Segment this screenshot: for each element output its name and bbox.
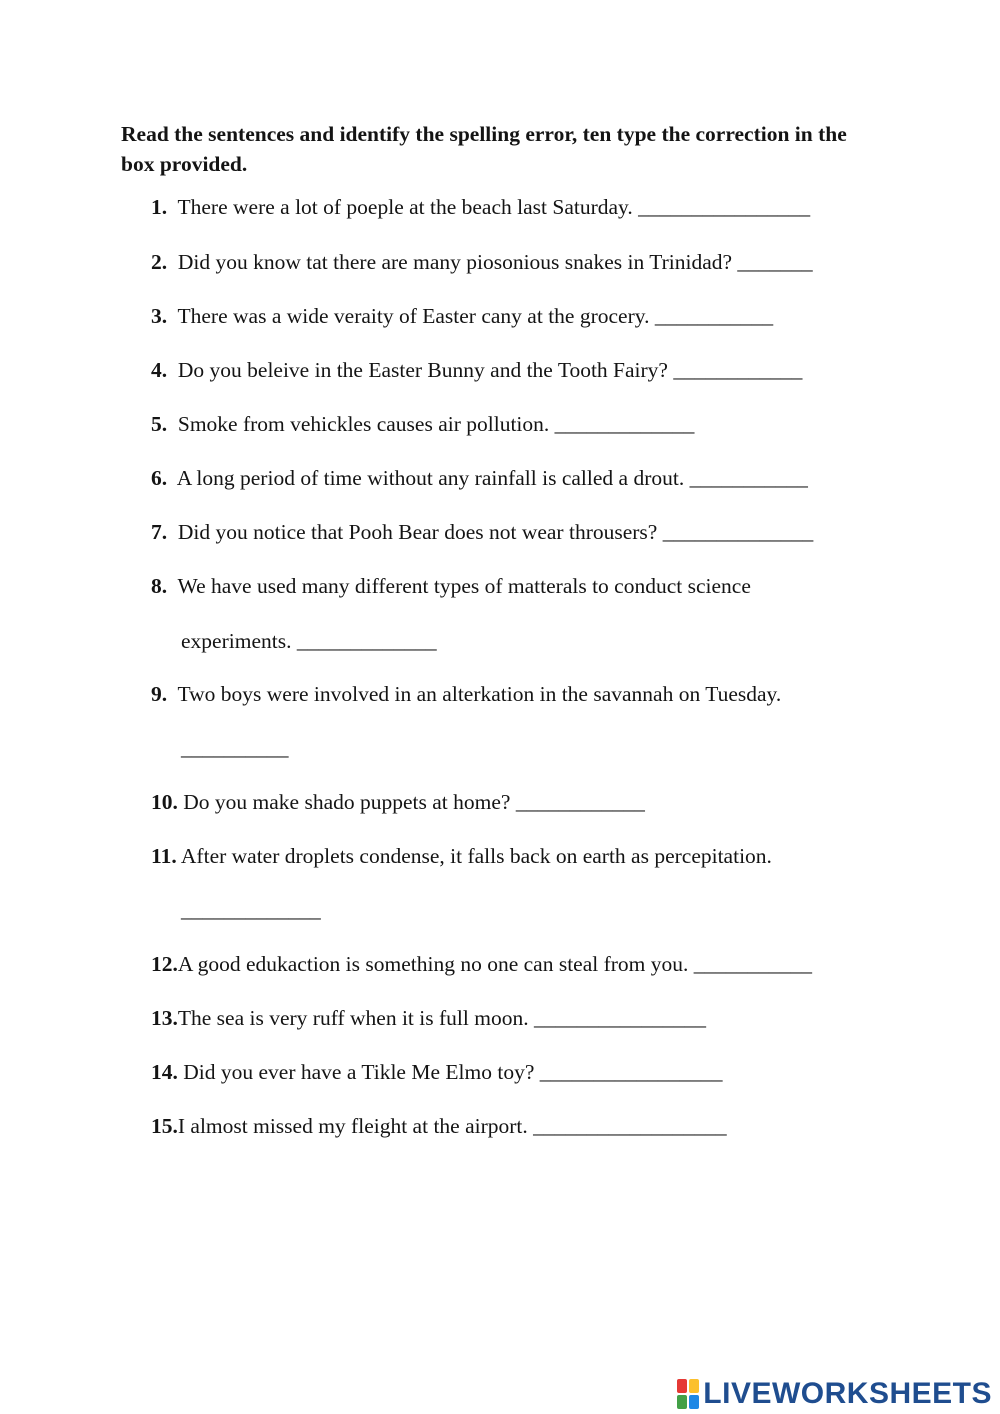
question-number: 2. <box>151 250 168 274</box>
logo-square-blue <box>689 1395 699 1409</box>
question-text: Did you ever have a Tikle Me Elmo toy? <box>183 1060 535 1084</box>
question-number: 15. <box>151 1114 178 1138</box>
question-number: 6. <box>151 466 168 490</box>
question-number: 14. <box>151 1060 178 1084</box>
question-11 <box>151 842 772 870</box>
question-text: Do you beleive in the Easter Bunny and the Tooth Fairy? <box>177 358 668 382</box>
question-text: Did you know tat there are many piosonious snakes in Trinidad? <box>177 250 733 274</box>
question-3 <box>151 302 773 330</box>
answer-blank[interactable]: _____________ <box>296 629 437 653</box>
question-13 <box>151 1004 706 1032</box>
question-number: 4. <box>151 358 168 382</box>
question-text: We have used many different types of matterals to conduct science <box>177 574 751 598</box>
logo-square-red <box>677 1379 687 1393</box>
answer-blank[interactable]: ____________ <box>515 790 645 814</box>
question-number: 5. <box>151 412 168 436</box>
question-number: 11. <box>151 844 177 868</box>
answer-blank[interactable]: _________________ <box>539 1060 723 1084</box>
answer-blank[interactable]: ________________ <box>533 1006 706 1030</box>
question-12 <box>151 950 812 978</box>
answer-blank[interactable]: __________ <box>181 736 289 760</box>
question-text: Smoke from vehickles causes air pollution. <box>177 412 550 436</box>
question-number: 7. <box>151 520 168 544</box>
logo-text: LIVEWORKSHEETS <box>703 1377 992 1410</box>
question-text: A good edukaction is something no one can steal from you. <box>177 952 689 976</box>
question-number: 3. <box>151 304 168 328</box>
question-14 <box>151 1058 722 1086</box>
answer-blank[interactable]: ___________ <box>654 304 774 328</box>
question-text: There were a lot of poeple at the beach last Saturday. <box>177 195 633 219</box>
question-text: Do you make shado puppets at home? <box>183 790 511 814</box>
question-text: experiments. <box>181 629 292 653</box>
question-9 <box>151 680 781 708</box>
liveworksheets-logo <box>677 1374 992 1414</box>
answer-blank[interactable]: ______________ <box>662 520 814 544</box>
answer-blank[interactable]: ________________ <box>638 195 811 219</box>
question-7 <box>151 518 813 546</box>
logo-icon <box>677 1379 699 1409</box>
answer-blank[interactable]: ___________ <box>689 466 808 490</box>
question-number: 12. <box>151 952 178 976</box>
question-8 <box>151 572 751 600</box>
answer-blank[interactable]: ____________ <box>673 358 803 382</box>
question-number: 9. <box>151 682 168 706</box>
answer-blank[interactable]: ___________ <box>693 952 813 976</box>
question-number: 10. <box>151 790 178 814</box>
question-text: There was a wide veraity of Easter cany at the grocery. <box>177 304 650 328</box>
question-text: Two boys were involved in an alterkation in the savannah on Tuesday. <box>177 682 782 706</box>
question-2 <box>151 248 813 276</box>
question-5 <box>151 410 694 438</box>
answer-blank[interactable]: _____________ <box>181 898 321 922</box>
logo-square-green <box>677 1395 687 1409</box>
question-15 <box>151 1112 727 1140</box>
question-number: 8. <box>151 574 168 598</box>
question-text: The sea is very ruff when it is full moon. <box>177 1006 529 1030</box>
instructions-heading: Read the sentences and identify the spelling error, ten type the correction in the box provided. <box>121 122 847 176</box>
question-10 <box>151 788 645 816</box>
answer-blank[interactable]: _______ <box>737 250 813 274</box>
question-text: After water droplets condense, it falls back on earth as percepitation. <box>180 844 772 868</box>
logo-square-yellow <box>689 1379 699 1393</box>
answer-blank[interactable]: _____________ <box>554 412 695 436</box>
question-number: 1. <box>151 195 168 219</box>
question-number: 13. <box>151 1006 178 1030</box>
question-4 <box>151 356 802 384</box>
question-1 <box>151 193 810 221</box>
question-text: I almost missed my fleight at the airport. <box>177 1114 528 1138</box>
answer-blank[interactable]: __________________ <box>533 1114 727 1138</box>
question-text: A long period of time without any rainfall is called a drout. <box>176 466 685 490</box>
question-8-continuation <box>181 627 437 655</box>
question-text: Did you notice that Pooh Bear does not wear throusers? <box>177 520 658 544</box>
question-6 <box>151 464 808 492</box>
